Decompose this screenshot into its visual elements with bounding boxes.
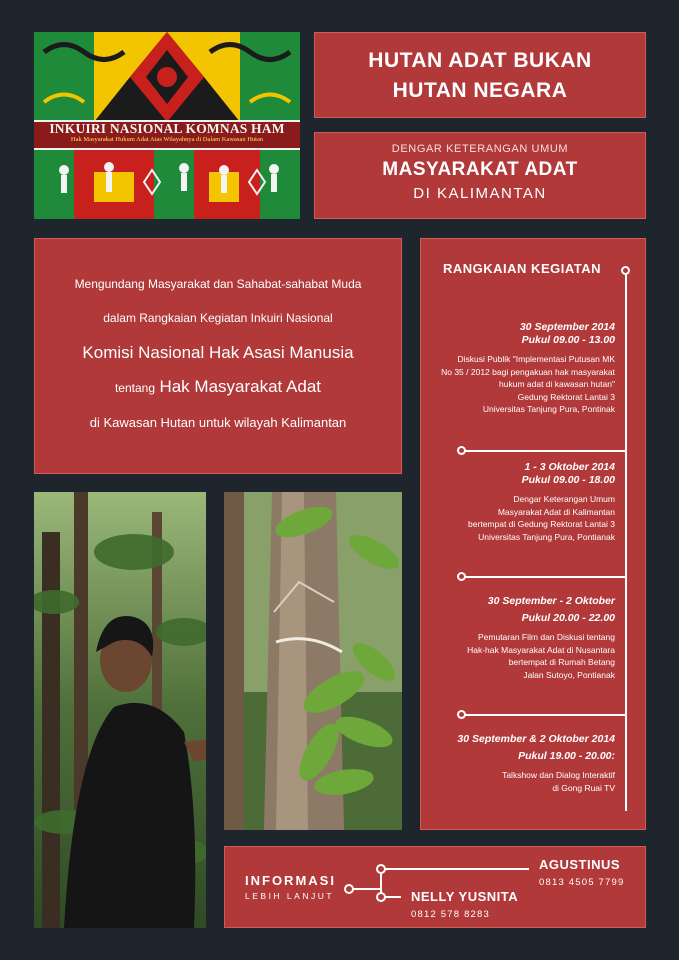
event-time: Pukul 09.00 - 13.00 bbox=[521, 334, 615, 346]
event-description bbox=[405, 631, 615, 681]
invitation-line2: dalam Rangkaian Kegiatan Inkuiri Nasional bbox=[103, 311, 333, 325]
event-desc-line: Gedung Rektorat Lantai 3 bbox=[517, 391, 615, 402]
invitation-panel bbox=[34, 238, 402, 474]
contact-name-agustinus: AGUSTINUS bbox=[539, 857, 621, 872]
event-date: 30 September 2014 bbox=[519, 321, 615, 333]
event-desc-line: Universitas Tanjung Pura, Pontinak bbox=[482, 404, 615, 414]
invitation-line4 bbox=[35, 377, 401, 397]
event-date: 1 - 3 Oktober 2014 bbox=[524, 461, 615, 473]
event-2 bbox=[405, 461, 615, 543]
invitation-line4-emph: Hak Masyarakat Adat bbox=[159, 377, 322, 396]
event-desc-line: bertempat di Rumah Betang bbox=[508, 657, 615, 667]
event-time: Pukul 20.00 - 22.00 bbox=[521, 612, 615, 624]
event-desc-line: Universitas Tanjung Pura, Pontianak bbox=[478, 531, 615, 542]
hearing-line2: MASYARAKAT ADAT bbox=[382, 159, 578, 180]
contact-phone-nelly: 0812 578 8283 bbox=[411, 909, 490, 920]
logo-banner bbox=[34, 120, 300, 150]
timeline-connector bbox=[463, 450, 625, 452]
info-subtitle: LEBIH LANJUT bbox=[245, 891, 335, 901]
event-desc-line: No 35 / 2012 bagi pengakuan hak masyarakat bbox=[441, 366, 615, 377]
event-desc-line: Hak-hak Masyarakat Adat di Nusantara bbox=[467, 644, 615, 655]
event-3 bbox=[405, 595, 615, 681]
timeline-connector bbox=[463, 714, 625, 716]
info-title: INFORMASI bbox=[245, 873, 336, 888]
hearing-panel bbox=[314, 132, 646, 219]
event-desc-line: Talkshow dan Dialog Interaktif bbox=[502, 770, 615, 780]
logo-subtitle: Hak Masyarakat Hukum Adat Atas Wilayahnya di Dalam Kawasan Hutan bbox=[70, 136, 264, 143]
photo-rubber-tree bbox=[224, 492, 402, 830]
schedule-title: RANGKAIAN KEGIATAN bbox=[443, 261, 602, 276]
headline-line1 bbox=[315, 49, 645, 73]
timeline-connector bbox=[463, 576, 625, 578]
event-desc-line: hukum adat di kawasan hutan" bbox=[499, 379, 615, 389]
event-description bbox=[405, 353, 615, 416]
event-4 bbox=[405, 733, 615, 794]
invitation-line3: Komisi Nasional Hak Asasi Manusia bbox=[82, 343, 354, 362]
schedule-panel bbox=[420, 238, 646, 830]
headline-part2: BUKAN bbox=[513, 49, 592, 72]
event-desc-line: di Gong Ruai TV bbox=[552, 782, 615, 793]
invitation-line4-prefix: tentang bbox=[114, 381, 155, 395]
hearing-line1: DENGAR KETERANGAN UMUM bbox=[391, 143, 569, 155]
event-desc-line: Masyarakat Adat di Kalimantan bbox=[497, 506, 615, 517]
event-desc-line: Dengar Keterangan Umum bbox=[513, 494, 615, 504]
timeline-start-icon bbox=[621, 266, 630, 275]
event-time: Pukul 09.00 - 18.00 bbox=[521, 474, 615, 486]
timeline-node-icon bbox=[457, 710, 466, 719]
inkuiri-logo bbox=[34, 32, 300, 219]
event-date: 30 September - 2 Oktober bbox=[487, 595, 615, 607]
event-description bbox=[405, 493, 615, 543]
invitation-line5: di Kawasan Hutan untuk wilayah Kalimantan bbox=[89, 415, 347, 430]
headline-panel bbox=[314, 32, 646, 118]
timeline-node-icon bbox=[457, 572, 466, 581]
event-date: 30 September & 2 Oktober 2014 bbox=[457, 733, 615, 745]
event-desc-line: Jalan Sutoyo, Pontianak bbox=[523, 669, 615, 680]
timeline-node-icon bbox=[457, 446, 466, 455]
invitation-line1: Mengundang Masyarakat dan Sahabat-sahabat Muda bbox=[74, 277, 362, 291]
event-time: Pukul 19.00 - 20.00: bbox=[518, 750, 615, 762]
contact-phone-agustinus: 0813 4505 7799 bbox=[539, 877, 625, 888]
event-desc-line: Diskusi Publik "Implementasi Putusan MK bbox=[457, 354, 615, 364]
headline-line2: HUTAN NEGARA bbox=[392, 79, 568, 102]
timeline-line bbox=[625, 275, 627, 811]
photo-woman-tapping bbox=[34, 492, 206, 928]
event-description bbox=[405, 769, 615, 794]
hearing-line3: DI KALIMANTAN bbox=[413, 185, 547, 202]
event-1 bbox=[405, 321, 615, 416]
contact-name-nelly: NELLY YUSNITA bbox=[411, 889, 519, 904]
event-desc-line: bertempat di Gedung Rektorat Lantai 3 bbox=[468, 519, 615, 529]
event-desc-line: Pemutaran Film dan Diskusi tentang bbox=[477, 632, 615, 642]
photo-tree-image bbox=[224, 492, 402, 830]
logo-title: INKUIRI NASIONAL KOMNAS HAM bbox=[49, 121, 285, 136]
headline-part1: HUTAN ADAT bbox=[368, 49, 508, 72]
photo-woman-image bbox=[34, 492, 206, 928]
info-panel bbox=[224, 846, 646, 928]
